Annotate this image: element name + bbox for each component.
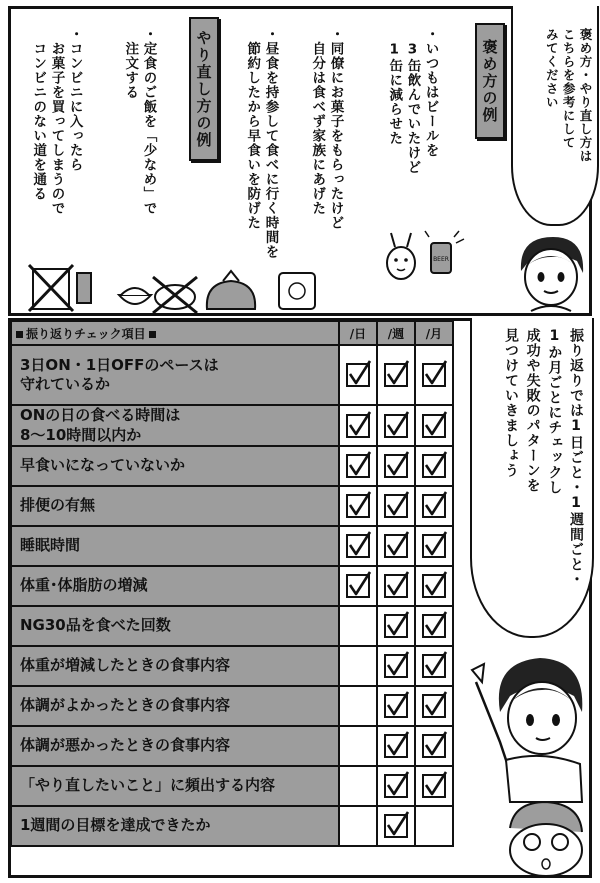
checkmark-icon [346,494,370,518]
checklist-item-label: 体重･体脂肪の増減 [11,566,339,606]
checklist-row [11,646,453,686]
checkmark-icon [346,534,370,558]
checklist-cell [415,806,453,846]
checkmark-icon [384,414,408,438]
checkmark-icon [422,574,446,598]
checklist-item-label: NG30品を食べた回数 [11,606,339,646]
checklist-cell [377,446,415,486]
checklist-cell [339,686,377,726]
checklist-cell [415,726,453,766]
checkmark-icon [422,414,446,438]
can-label: BEER [433,256,449,263]
checklist-row [11,766,453,806]
checklist-item-label: 3日ON・1日OFFのペースは 守れているか [11,345,339,405]
checklist-row [11,606,453,646]
checklist-cell [415,345,453,405]
checkmark-icon [346,363,370,387]
food-items-illustration [25,259,325,315]
checklist-cell [377,686,415,726]
checkmark-icon [422,654,446,678]
checklist-row [11,446,453,486]
checklist-cell [339,446,377,486]
checklist-cell [377,726,415,766]
checklist-item-label: ONの日の食べる時間は 8〜10時間以内か [11,405,339,446]
checklist-cell [339,405,377,446]
checkmark-icon [422,774,446,798]
column-month: /月 [415,321,453,345]
checklist-cell [339,806,377,846]
checkmark-icon [346,414,370,438]
checklist-cell [339,526,377,566]
checklist-cell [415,646,453,686]
checklist-row [11,345,453,405]
checkmark-icon [384,363,408,387]
checklist-item-label: 「やり直したいこと」に頻出する内容 [11,766,339,806]
checklist-cell [415,446,453,486]
checklist-cell [377,766,415,806]
checklist-item-label: 体調が悪かったときの食事内容 [11,726,339,766]
girl-character-illustration [470,642,592,878]
checklist-row [11,726,453,766]
praise-header: 褒め方の例 [475,23,505,139]
checklist-cell [415,486,453,526]
checklist-item-label: 体重が増減したときの食事内容 [11,646,339,686]
top-panel [8,6,592,316]
praise-item-3: ・昼食を持参して食べに行く時間を 節約したから早食いを防げた [244,27,279,259]
redo-item-2: ・コンビニに入ったら お菓子を買ってしまうので コンビニのない道を通る [30,27,83,216]
checklist-body [11,345,453,846]
checklist-title: 振り返りチェック項目 [26,326,146,341]
checklist-title-cell [11,321,339,345]
checklist-cell [415,686,453,726]
checklist-row [11,526,453,566]
checklist-cell [339,606,377,646]
checkmark-icon [422,454,446,478]
checklist-cell [377,606,415,646]
checklist-item-label: 排便の有無 [11,486,339,526]
praise-item-2: ・同僚にお菓子をもらったけど 自分は食べず家族にあげた [309,27,344,230]
checklist-cell [415,566,453,606]
checklist-item-label: 早食いになっていないか [11,446,339,486]
checkmark-icon [384,694,408,718]
column-week: /週 [377,321,415,345]
checklist-row [11,566,453,606]
checkmark-icon [422,734,446,758]
checkmark-icon [384,534,408,558]
checklist-cell [339,345,377,405]
checklist-item-label: 睡眠時間 [11,526,339,566]
checkmark-icon [422,614,446,638]
checkmark-icon [422,363,446,387]
beer-can-character-illustration [379,227,469,287]
checkmark-icon [422,494,446,518]
checkmark-icon [384,574,408,598]
checklist-row [11,405,453,446]
checkmark-icon [422,534,446,558]
checklist-cell [339,726,377,766]
checkmark-icon [384,734,408,758]
checkmark-icon [384,614,408,638]
checklist-row [11,686,453,726]
checklist-cell [377,566,415,606]
checklist-cell [377,646,415,686]
checkmark-icon [346,574,370,598]
checklist-cell [415,526,453,566]
checklist-cell [415,766,453,806]
checkmark-icon [384,654,408,678]
checklist-cell [339,566,377,606]
speech-bubble-bottom [470,318,594,638]
checklist-cell [377,806,415,846]
checkmark-icon [346,454,370,478]
checkmark-icon [384,774,408,798]
checklist-item-label: 体調がよかったときの食事内容 [11,686,339,726]
column-day: /日 [339,321,377,345]
checklist-cell [377,526,415,566]
checkmark-icon [384,494,408,518]
checklist-cell [339,486,377,526]
checkmark-icon [384,814,408,838]
speech-bubble-top [511,6,599,226]
checkmark-icon [384,454,408,478]
redo-header: やり直し方の例 [189,17,219,161]
checklist-row [11,806,453,846]
checklist-row [11,486,453,526]
speech-text-top: 褒め方・やり直し方は こちらを参考にして みてください [544,28,593,163]
praise-item-1: ・いつもはビールを 3缶飲んでいたけど 1缶に減らせた [386,27,439,175]
checklist-cell [415,405,453,446]
checklist-cell [339,766,377,806]
checklist-cell [377,486,415,526]
checklist-cell [377,345,415,405]
checklist-cell [377,405,415,446]
woman-character-illustration [511,231,591,315]
speech-text-bottom: 振り返りでは1日ごと・1週間ごと・ 1か月ごとにチェックし 成功や失敗のパターンを 見つけていきましょう [502,328,584,587]
redo-item-1: ・定食のご飯を「少なめ」で 注文する [122,27,157,216]
checkmark-icon [422,694,446,718]
checklist-item-label: 1週間の目標を達成できたか [11,806,339,846]
checklist-table [10,320,454,847]
checklist-cell [339,646,377,686]
checklist-header-row [11,321,453,345]
checklist-cell [415,606,453,646]
